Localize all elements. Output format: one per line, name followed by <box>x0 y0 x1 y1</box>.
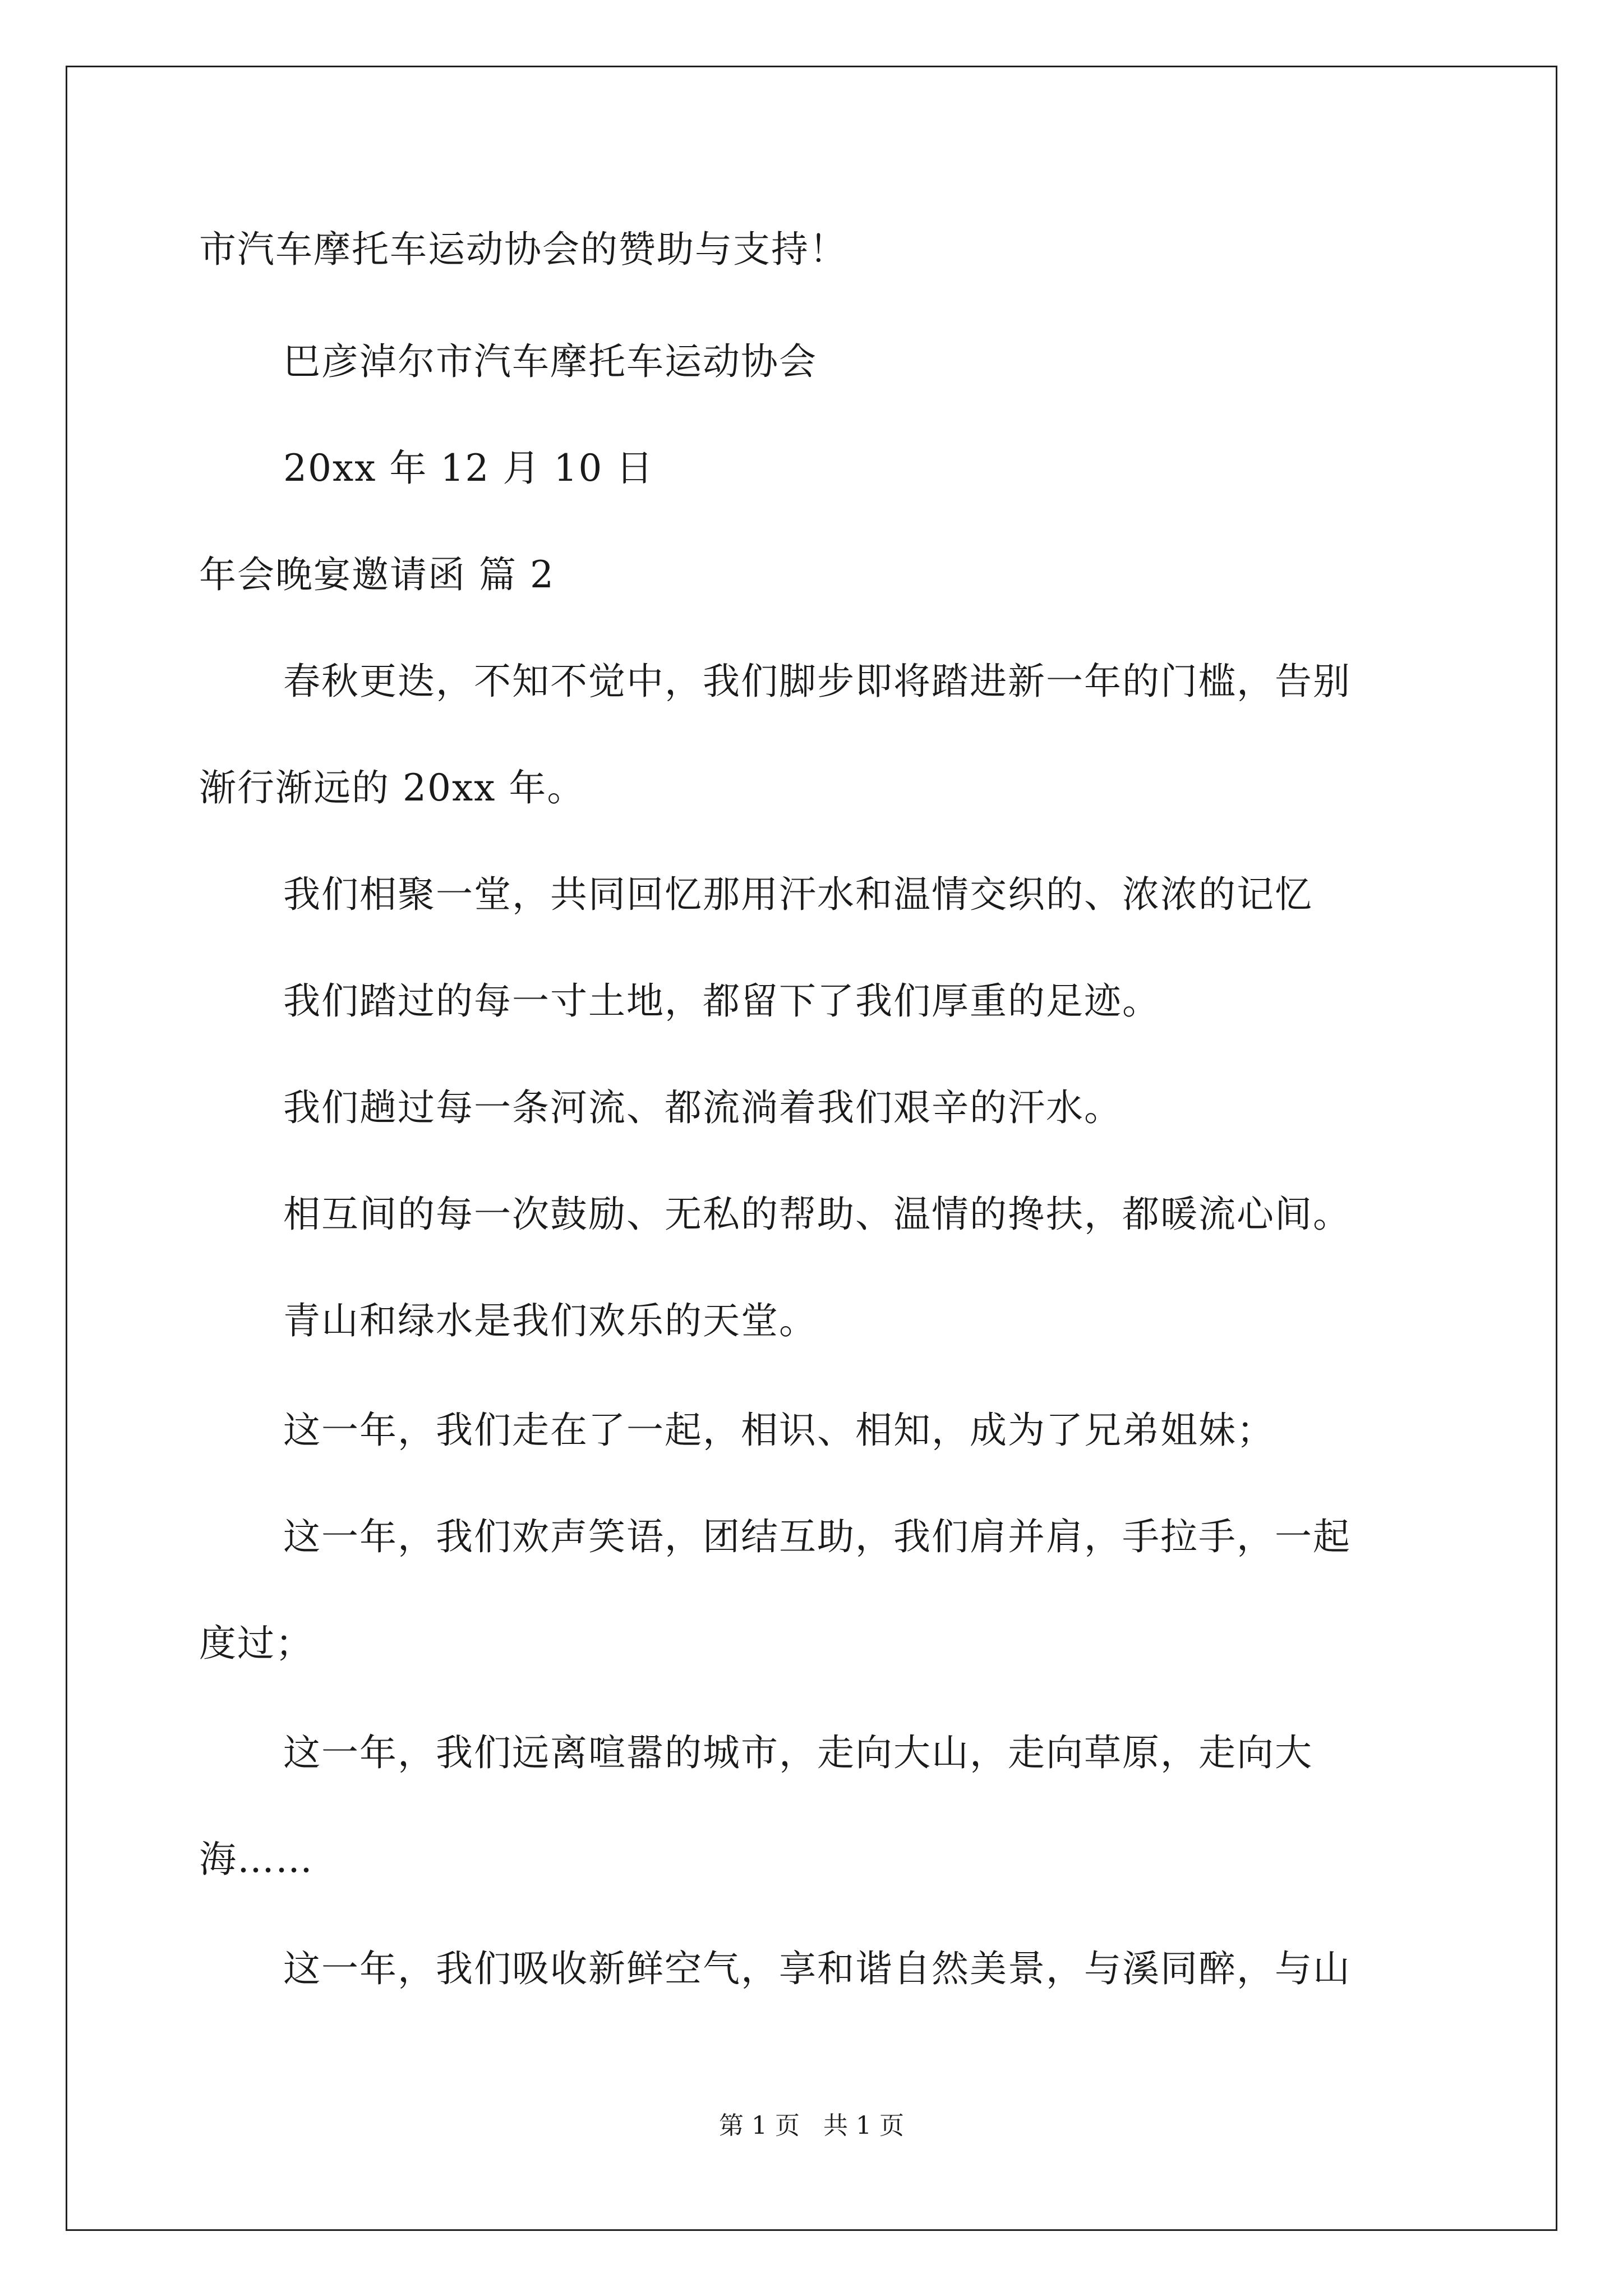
text-line: 巴彦淖尔市汽车摩托车运动协会 <box>283 340 817 383</box>
text-line: 青山和绿水是我们欢乐的天堂。 <box>283 1299 817 1342</box>
text-line: 我们踏过的每一寸土地，都留下了我们厚重的足迹。 <box>283 979 1160 1023</box>
text-line: 相互间的每一次鼓励、无私的帮助、温情的搀扶，都暖流心间。 <box>283 1193 1351 1236</box>
section-heading: 年会晚宴邀请函 篇 2 <box>199 553 555 596</box>
text-line: 这一年，我们远离喧嚣的城市，走向大山，走向草原，走向大 <box>283 1731 1313 1774</box>
text-line: 20xx 年 12 月 10 日 <box>283 447 654 490</box>
page-footer: 第 1 页 共 1 页 <box>719 2111 904 2140</box>
text-line: 度过； <box>199 1622 313 1665</box>
text-line: 我们趟过每一条河流、都流淌着我们艰辛的汗水。 <box>283 1086 1122 1129</box>
text-line: 市汽车摩托车运动协会的赞助与支持！ <box>199 228 847 271</box>
text-line: 渐行渐远的 20xx 年。 <box>199 766 585 809</box>
text-line: 这一年，我们走在了一起，相识、相知，成为了兄弟姐妹； <box>283 1409 1275 1452</box>
page-border <box>66 66 1557 2231</box>
text-line: 我们相聚一堂，共同回忆那用汗水和温情交织的、浓浓的记忆 <box>283 873 1313 916</box>
text-line: 春秋更迭，不知不觉中，我们脚步即将踏进新一年的门槛，告别 <box>283 660 1351 703</box>
text-line: 这一年，我们吸收新鲜空气，享和谐自然美景，与溪同醉，与山 <box>283 1947 1351 1990</box>
text-line: 海…… <box>199 1838 313 1881</box>
text-line: 这一年，我们欢声笑语，团结互助，我们肩并肩，手拉手，一起 <box>283 1515 1351 1558</box>
